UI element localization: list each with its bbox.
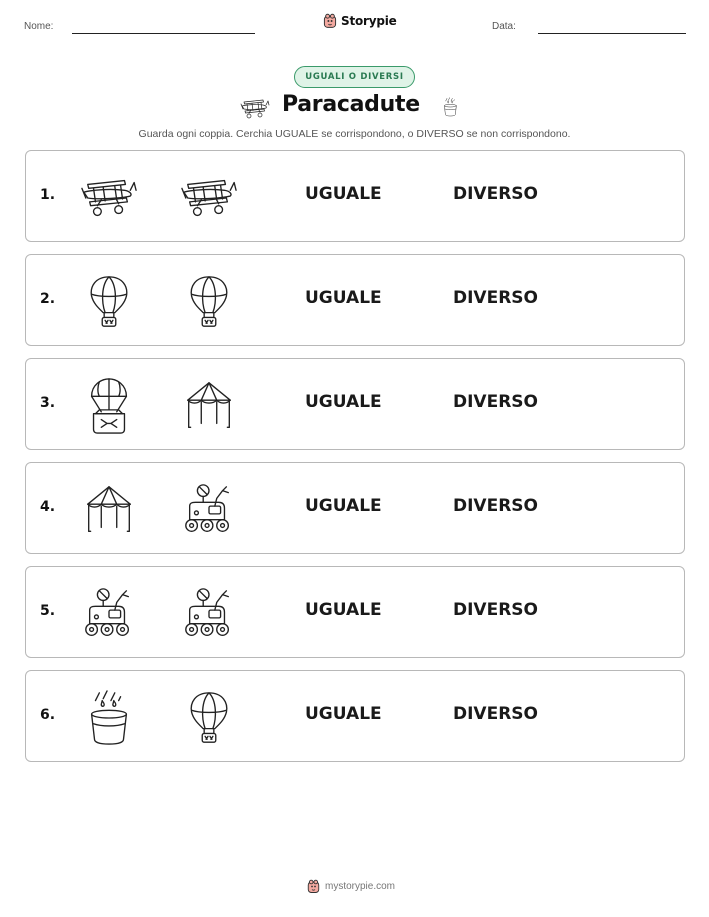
worksheet-header xyxy=(0,0,709,50)
rover-icon xyxy=(180,481,238,539)
storypie-mascot-icon xyxy=(306,879,321,894)
question-row-2 xyxy=(25,254,685,346)
same-option[interactable]: UGUALE xyxy=(305,184,382,204)
canopy-tent-icon xyxy=(80,481,138,539)
rain-bucket-icon xyxy=(80,689,138,747)
storypie-mascot-icon xyxy=(322,13,338,29)
question-row-6 xyxy=(25,670,685,762)
question-number: 3. xyxy=(40,395,56,411)
different-option[interactable]: DIVERSO xyxy=(453,184,538,204)
brand-logo xyxy=(322,13,397,29)
question-number: 5. xyxy=(40,603,56,619)
biplane-icon xyxy=(180,169,238,227)
different-option[interactable]: DIVERSO xyxy=(453,600,538,620)
date-line xyxy=(538,33,686,34)
same-option[interactable]: UGUALE xyxy=(305,392,382,412)
different-option[interactable]: DIVERSO xyxy=(453,496,538,516)
question-number: 6. xyxy=(40,707,56,723)
instructions: Guarda ogni coppia. Cerchia UGUALE se corrispondono, o DIVERSO se non corrispondono. xyxy=(138,128,571,140)
question-row-1 xyxy=(25,150,685,242)
parachute-crate-icon xyxy=(80,377,138,435)
same-option[interactable]: UGUALE xyxy=(305,496,382,516)
title-row xyxy=(0,90,709,126)
question-number: 4. xyxy=(40,499,56,515)
footer-url[interactable]: mystorypie.com xyxy=(325,881,396,892)
rain-bucket-icon xyxy=(444,90,464,124)
question-row-5 xyxy=(25,566,685,658)
page-title: Paracadute xyxy=(282,92,420,117)
question-row-4 xyxy=(25,462,685,554)
activity-badge: UGUALI O DIVERSI xyxy=(294,66,415,88)
same-option[interactable]: UGUALE xyxy=(305,600,382,620)
same-option[interactable]: UGUALE xyxy=(305,704,382,724)
hot-air-balloon-icon xyxy=(80,273,138,331)
rover-icon xyxy=(80,585,138,643)
same-option[interactable]: UGUALE xyxy=(305,288,382,308)
question-row-3 xyxy=(25,358,685,450)
rover-icon xyxy=(180,585,238,643)
canopy-tent-icon xyxy=(180,377,238,435)
brand-name: Storypie xyxy=(341,14,397,28)
biplane-icon xyxy=(80,169,138,227)
biplane-icon xyxy=(240,94,270,124)
question-number: 2. xyxy=(40,291,56,307)
hot-air-balloon-icon xyxy=(180,273,238,331)
different-option[interactable]: DIVERSO xyxy=(453,288,538,308)
question-number: 1. xyxy=(40,187,56,203)
different-option[interactable]: DIVERSO xyxy=(453,704,538,724)
different-option[interactable]: DIVERSO xyxy=(453,392,538,412)
date-label: Data: xyxy=(492,21,516,32)
name-line xyxy=(72,33,255,34)
hot-air-balloon-icon xyxy=(180,689,238,747)
name-label: Nome: xyxy=(24,21,54,32)
footer xyxy=(306,879,395,894)
